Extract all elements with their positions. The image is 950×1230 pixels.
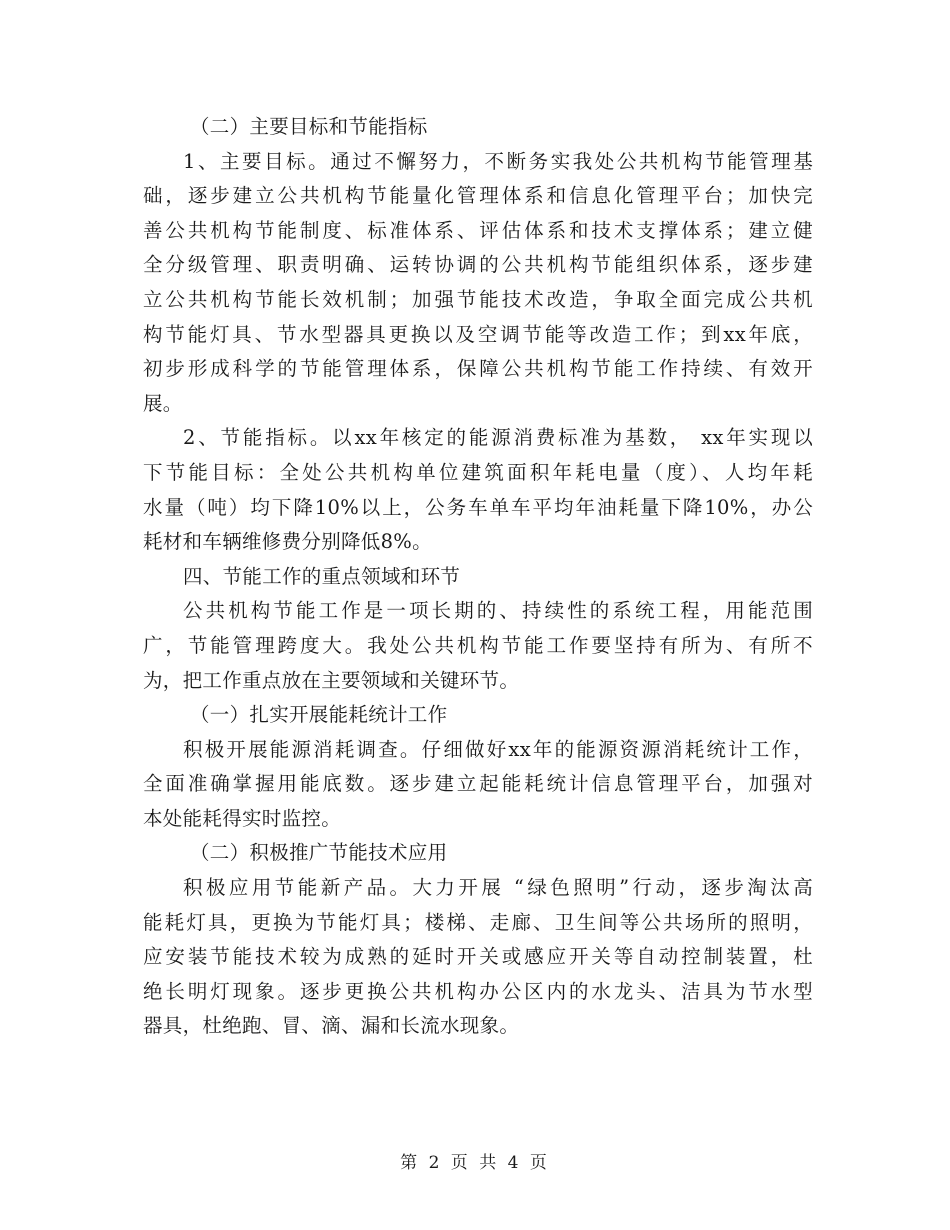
paragraph-line: 初步形成科学的节能管理体系，保障公共机构节能工作持续、有效开 <box>143 357 813 381</box>
paragraph-line: 善公共机构节能制度、标准体系、评估体系和技术支撑体系；建立健 <box>143 218 813 242</box>
paragraph-line: 展。 <box>143 391 183 415</box>
paragraph-line: 立公共机构节能长效机制；加强节能技术改造，争取全面完成公共机 <box>143 287 813 311</box>
paragraph-line: 应安装节能技术较为成熟的延时开关或感应开关等自动控制装置，杜 <box>143 945 813 969</box>
paragraph-line: 全面准确掌握用能底数。逐步建立起能耗统计信息管理平台，加强对 <box>143 772 813 796</box>
paragraph-line: 积极开展能源消耗调查。仔细做好xx年的能源资源消耗统计工作， <box>183 737 813 761</box>
paragraph-line: 耗材和车辆维修费分别降低8%。 <box>143 530 432 554</box>
paragraph-line: 积极应用节能新产品。大力开展 “绿色照明”行动，逐步淘汰高 <box>183 876 813 900</box>
paragraph-line: 1、主要目标。通过不懈努力，不断务实我处公共机构节能管理基 <box>183 149 813 173</box>
section-heading: （二）积极推广节能技术应用 <box>190 841 448 865</box>
section-heading: 四、节能工作的重点领域和环节 <box>183 564 461 588</box>
paragraph-line: 广，节能管理跨度大。我处公共机构节能工作要坚持有所为、有所不 <box>143 633 813 657</box>
paragraph-line: 能耗灯具，更换为节能灯具；楼梯、走廊、卫生间等公共场所的照明， <box>143 910 813 934</box>
paragraph-line: 为，把工作重点放在主要领域和关键环节。 <box>143 668 520 692</box>
section-heading: （二）主要目标和节能指标 <box>190 115 428 138</box>
paragraph-line: 下节能目标：全处公共机构单位建筑面积年耗电量（度）、人均年耗 <box>143 460 813 484</box>
paragraph-line: 绝长明灯现象。逐步更换公共机构办公区内的水龙头、洁具为节水型 <box>143 979 813 1003</box>
paragraph-line: 构节能灯具、节水型器具更换以及空调节能等改造工作；到xx年底， <box>143 322 813 346</box>
page-footer: 第 2 页 共 4 页 <box>400 1153 550 1173</box>
paragraph-line: 全分级管理、职责明确、运转协调的公共机构节能组织体系，逐步建 <box>143 253 813 277</box>
section-heading: （一）扎实开展能耗统计工作 <box>190 703 448 727</box>
paragraph-line: 公共机构节能工作是一项长期的、持续性的系统工程，用能范围 <box>183 599 813 623</box>
paragraph-line: 本处能耗得实时监控。 <box>143 806 342 830</box>
paragraph-line: 水量（吨）均下降10%以上，公务车单车平均年油耗量下降10%，办公 <box>143 495 813 519</box>
document-body <box>143 110 813 1044</box>
paragraph-line: 2、节能指标。以xx年核定的能源消费标准为基数， xx年实现以 <box>183 426 813 450</box>
paragraph-line: 器具，杜绝跑、冒、滴、漏和长流水现象。 <box>143 1014 520 1038</box>
paragraph-line: 础，逐步建立公共机构节能量化管理体系和信息化管理平台；加快完 <box>143 184 813 208</box>
